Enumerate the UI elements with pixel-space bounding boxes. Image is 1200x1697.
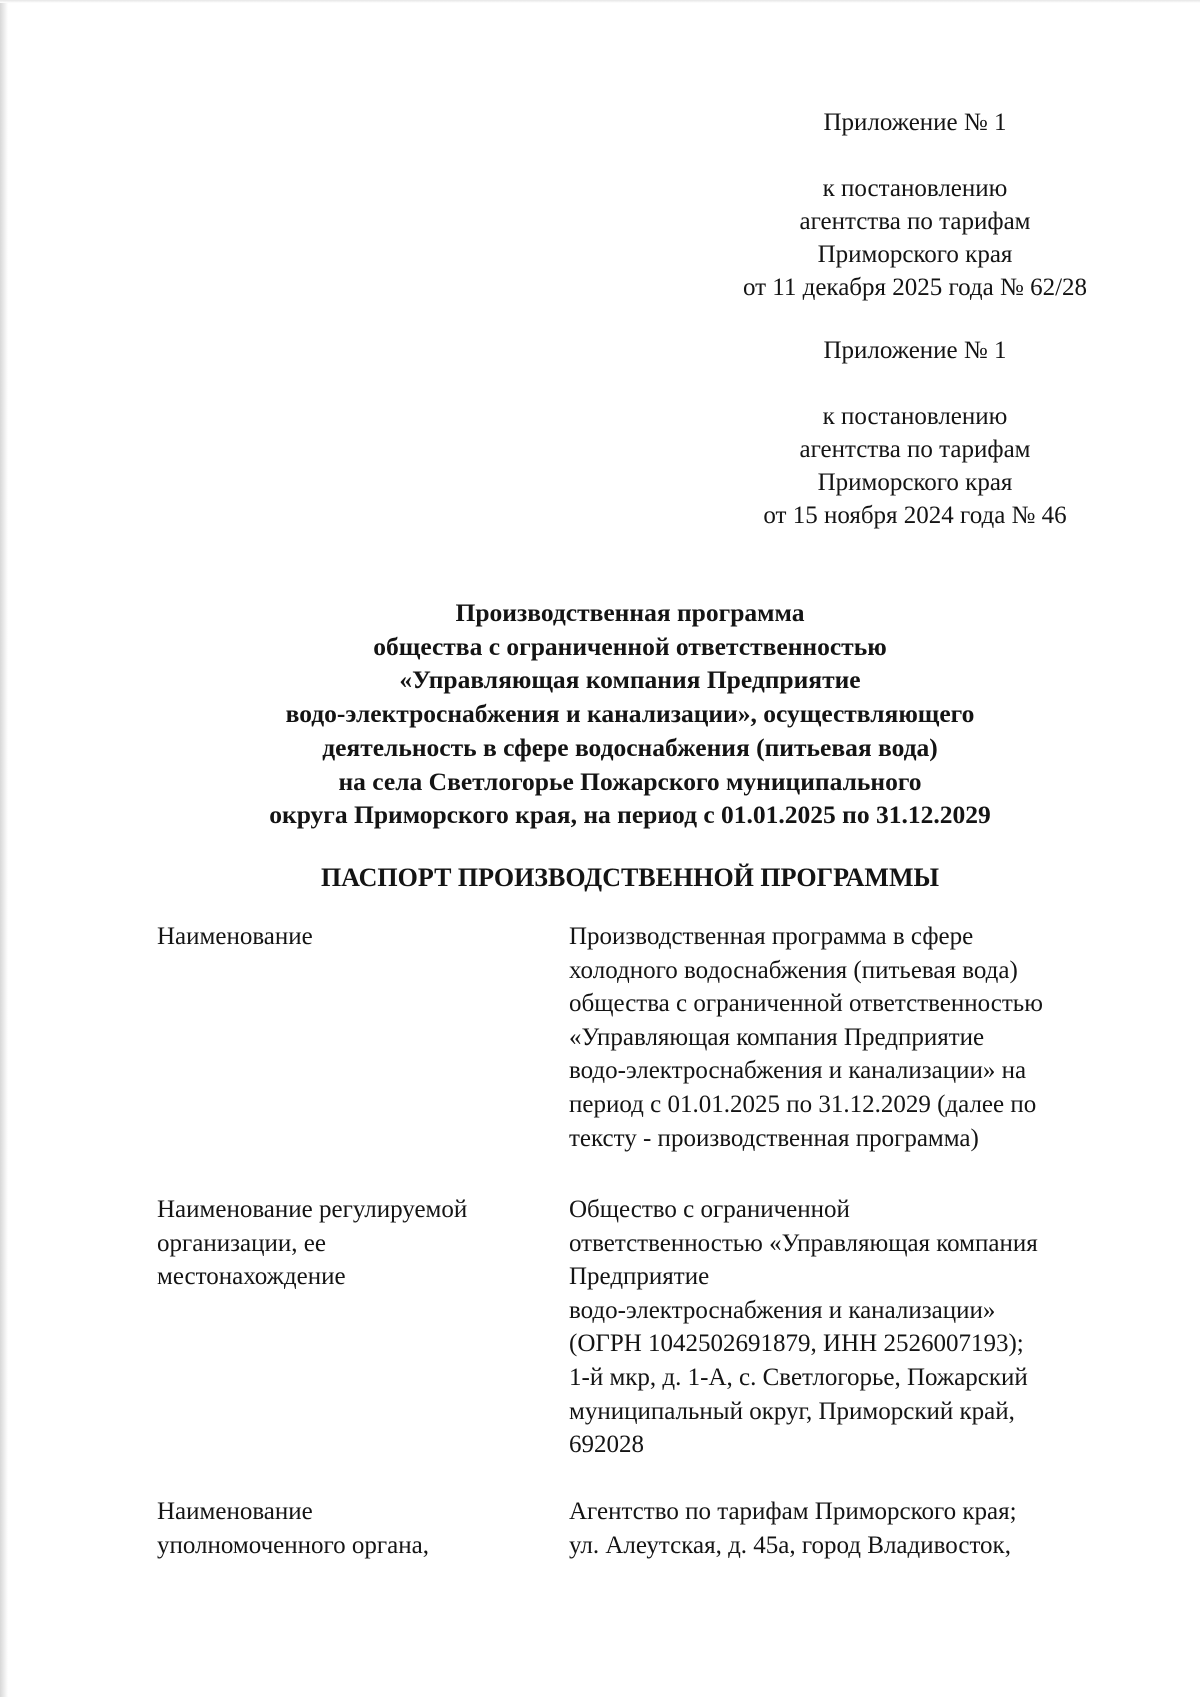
appendix-previous-number: Приложение № 1 xyxy=(823,337,1007,364)
appendix-previous-line: агентства по тарифам xyxy=(799,436,1031,463)
value-line: холодного водоснабжения (питьевая вода) xyxy=(569,956,1018,984)
appendix-previous-line: Приморского края xyxy=(817,469,1013,496)
appendix-current-line: к постановлению xyxy=(822,175,1008,202)
value-line: муниципальный округ, Приморский край, xyxy=(569,1397,1015,1425)
program-title-line: округа Приморского края, на период с 01.01.2025 по 31.12.2029 xyxy=(269,800,991,830)
appendix-previous-date: от 15 ноября 2024 года № 46 xyxy=(763,502,1067,529)
appendix-current-date: от 11 декабря 2025 года № 62/28 xyxy=(742,274,1088,301)
passport-row-value xyxy=(569,1193,1129,1462)
scan-edge-left xyxy=(0,0,8,1697)
passport-row-value xyxy=(569,920,1129,1155)
appendix-current-block xyxy=(700,106,1130,304)
program-title-line: на села Светлогорье Пожарского муниципального xyxy=(338,766,922,796)
passport-row-label xyxy=(157,920,537,954)
appendix-current-line: агентства по тарифам xyxy=(799,208,1031,235)
value-line: 1-й мкр, д. 1-А, с. Светлогорье, Пожарский xyxy=(569,1363,1028,1391)
value-line: тексту - производственная программа) xyxy=(569,1124,979,1152)
value-line: Общество с ограниченной xyxy=(569,1196,850,1223)
program-title-line: Производственная программа xyxy=(455,598,805,627)
appendix-previous-gap xyxy=(700,367,1130,400)
appendix-current-number: Приложение № 1 xyxy=(823,109,1007,136)
value-line: ответственностью «Управляющая компания xyxy=(569,1229,1038,1257)
value-line: «Управляющая компания Предприятие xyxy=(569,1023,985,1051)
value-line: ул. Алеутская, д. 45а, город Владивосток, xyxy=(569,1531,1011,1559)
label-line: Наименование xyxy=(157,923,313,950)
scan-edge-top xyxy=(0,0,1200,3)
appendix-current-line: Приморского края xyxy=(817,241,1013,268)
value-line: (ОГРН 1042502691879, ИНН 2526007193); xyxy=(569,1330,1024,1358)
passport-row-value xyxy=(569,1495,1129,1562)
passport-heading: ПАСПОРТ ПРОИЗВОДСТВЕННОЙ ПРОГРАММЫ xyxy=(320,863,940,892)
label-line: организации, ее xyxy=(157,1229,326,1257)
value-line: период с 01.01.2025 по 31.12.2029 (далее по xyxy=(569,1090,1037,1118)
value-line: водо-электроснабжения и канализации» xyxy=(569,1296,996,1324)
label-line: Наименование регулируемой xyxy=(157,1196,468,1223)
appendix-previous-block xyxy=(700,334,1130,532)
value-line: Производственная программа в сфере xyxy=(569,923,974,950)
program-title-line: водо-электроснабжения и канализации», осуществляющего xyxy=(285,699,975,729)
value-line: Предприятие xyxy=(569,1263,710,1291)
passport-row-label xyxy=(157,1495,537,1562)
appendix-current-gap xyxy=(700,139,1130,172)
value-line: общества с ограниченной ответственностью xyxy=(569,990,1043,1018)
label-line: уполномоченного органа, xyxy=(157,1531,429,1559)
program-title-line: деятельность в сфере водоснабжения (питьевая вода) xyxy=(322,732,938,762)
passport-row-label xyxy=(157,1193,537,1294)
appendix-previous-line: к постановлению xyxy=(822,403,1008,430)
program-title-line: «Управляющая компания Предприятие xyxy=(399,665,861,695)
value-line: 692028 xyxy=(569,1431,644,1459)
label-line: Наименование xyxy=(157,1498,313,1525)
value-line: Агентство по тарифам Приморского края; xyxy=(569,1498,1017,1525)
value-line: водо-электроснабжения и канализации» на xyxy=(569,1057,1027,1085)
program-title xyxy=(160,596,1100,832)
label-line: местонахождение xyxy=(157,1263,346,1291)
program-title-line: общества с ограниченной ответственностью xyxy=(373,631,887,661)
